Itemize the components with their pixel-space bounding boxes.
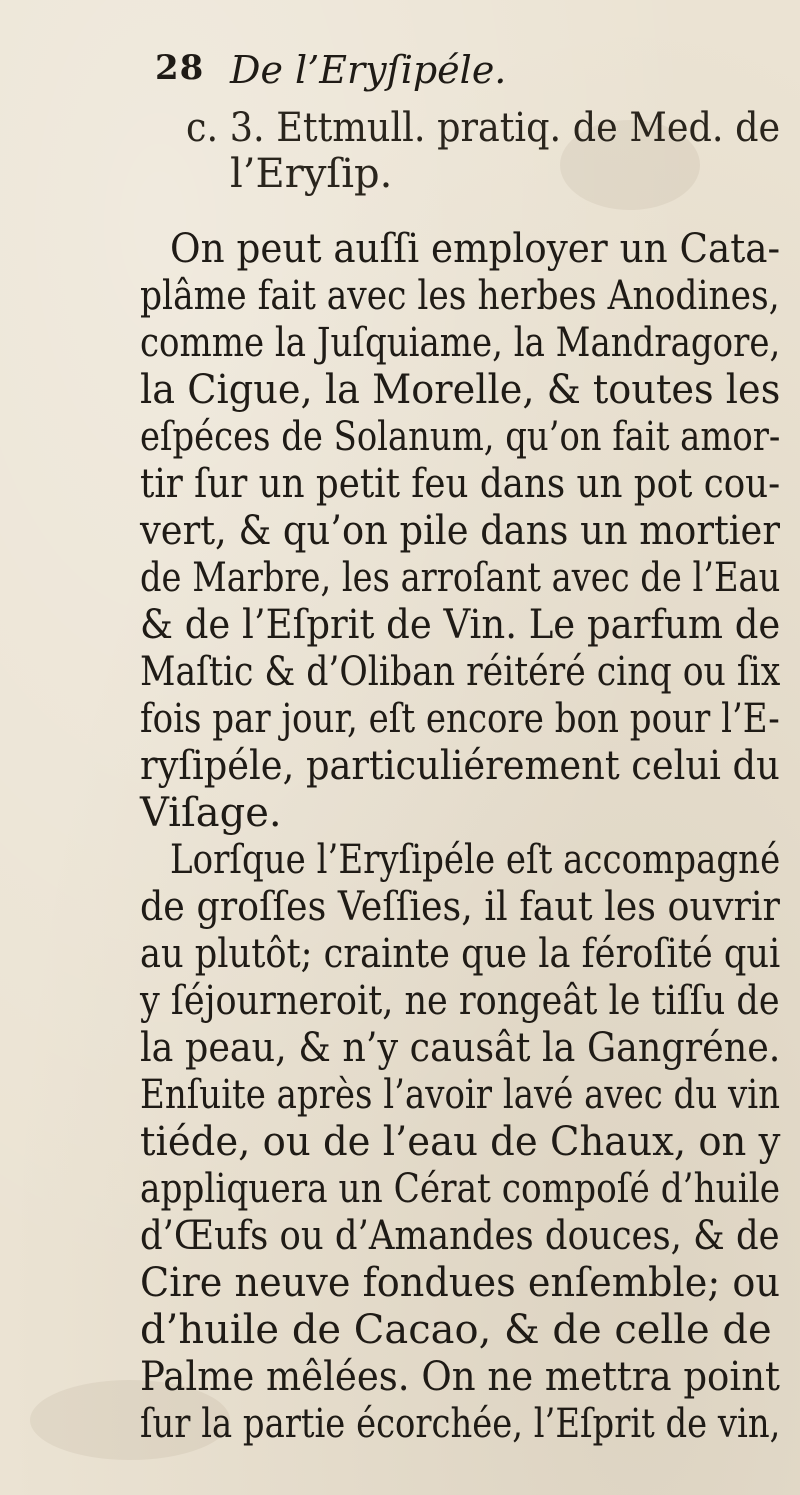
text-line: tiéde, ou de l’eau de Chaux, on y: [140, 1119, 781, 1165]
text-line: de Marbre, les arroſant avec de l’Eau: [140, 555, 781, 601]
text-line: au plutôt; crainte que la féroſité qui: [140, 931, 781, 977]
text-line: la Cigue, la Morelle, & toutes les: [140, 367, 781, 413]
reference-line-1: c. 3. Ettmull. pratiq. de Med. de: [186, 105, 781, 151]
text-line: eſpéces de Solanum, qu’on fait amor-: [140, 414, 781, 460]
text-line: fois par jour, eſt encore bon pour l’E-: [140, 696, 780, 742]
reference-line-2: l’Eryſip.: [230, 151, 393, 197]
text-line: tir ſur un petit feu dans un pot cou-: [140, 461, 781, 507]
text-line: Cire neuve fondues enſemble; ou: [140, 1260, 780, 1306]
page-header: [155, 48, 740, 98]
text-line: comme la Juſquiame, la Mandragore,: [140, 320, 781, 366]
text-line: la peau, & n’y causât la Gangréne.: [140, 1025, 781, 1071]
text-line: d’Œufs ou d’Amandes douces, & de: [140, 1213, 780, 1259]
text-line: ryſipéle, particuliérement celui du: [140, 743, 780, 789]
text-line: Lorſque l’Eryſipéle eſt accompagné: [170, 837, 781, 883]
text-line: Viſage.: [140, 790, 282, 836]
text-line: vert, & qu’on pile dans un mortier: [140, 508, 780, 554]
text-line: Palme mêlées. On ne mettra point: [140, 1354, 780, 1400]
text-line: plâme fait avec les herbes Anodines,: [140, 273, 780, 319]
text-line: & de l’Eſprit de Vin. Le parfum de: [140, 602, 781, 648]
page-number: 28: [155, 48, 205, 88]
running-title: De l’Eryſipéle.: [230, 48, 507, 92]
text-line: d’huile de Cacao, & de celle de: [140, 1307, 772, 1353]
text-line: appliquera un Cérat compoſé d’huile: [140, 1166, 781, 1212]
text-line: On peut auſſi employer un Cata-: [170, 226, 781, 272]
text-line: y ſéjourneroit, ne rongeât le tiſſu de: [140, 978, 780, 1024]
text-line: de groſſes Veſſies, il faut les ouvrir: [140, 884, 780, 930]
text-line: Enſuite après l’avoir lavé avec du vin: [140, 1072, 781, 1118]
text-line: ſur la partie écorchée, l’Eſprit de vin,: [140, 1401, 781, 1447]
text-line: Maſtic & d’Oliban réitéré cinq ou ſix: [140, 649, 781, 695]
